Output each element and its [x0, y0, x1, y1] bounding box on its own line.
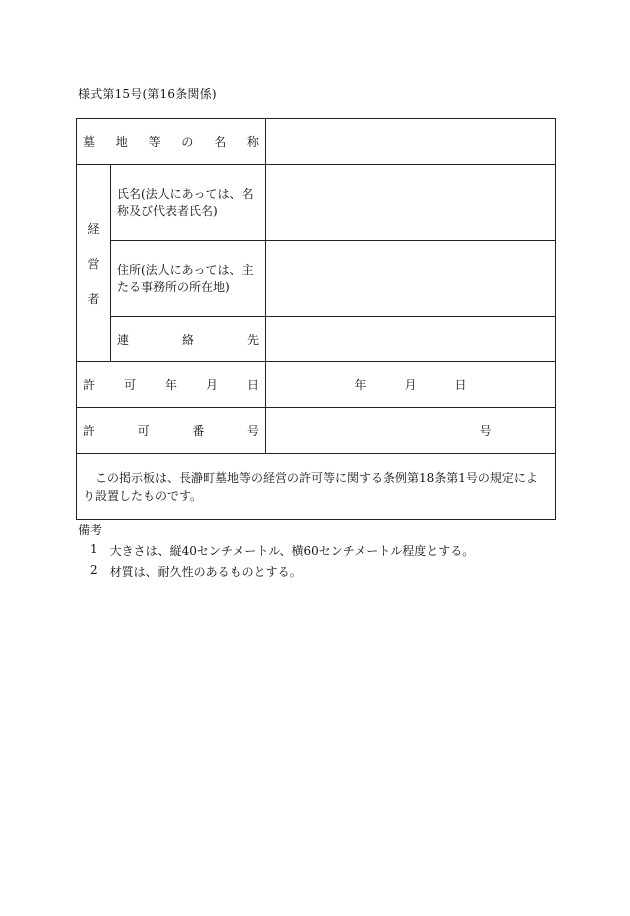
label-char: 号	[246, 424, 259, 438]
operator-group-cell	[77, 165, 111, 362]
permit-date-label	[77, 376, 265, 393]
label-cell	[111, 165, 266, 241]
operator-address-value	[266, 241, 556, 317]
label-char: 許	[83, 378, 96, 392]
row-cemetery-name	[77, 119, 556, 165]
row-operator-name	[77, 165, 556, 241]
cemetery-name-label	[77, 133, 265, 150]
label-char: 先	[246, 332, 259, 347]
contact-value	[266, 317, 556, 362]
permit-number-value	[266, 408, 556, 454]
number-unit: 号	[479, 424, 492, 438]
statement-cell	[77, 454, 556, 520]
cemetery-name-value	[266, 119, 556, 165]
label-char: 可	[137, 424, 150, 438]
label-char: 番	[192, 424, 205, 438]
operator-address-label: 住所(法人にあっては、主たる事務所の所在地)	[117, 262, 254, 294]
label-char: 可	[123, 378, 136, 392]
label-cell	[77, 408, 266, 454]
row-operator-address	[77, 241, 556, 317]
remark-text: 大きさは、縦40センチメートル、横60センチメートル程度とする。	[109, 544, 475, 558]
label-char: 営	[87, 256, 100, 271]
remark-item	[90, 542, 474, 559]
label-char: 年	[164, 378, 177, 392]
label-char: 地	[115, 135, 128, 149]
label-char: 日	[246, 378, 259, 392]
label-char: 等	[148, 135, 161, 149]
label-cell	[77, 119, 266, 165]
remarks-heading: 備考	[78, 523, 103, 537]
label-cell	[111, 241, 266, 317]
label-char: 墓	[83, 135, 96, 149]
permit-date-value	[266, 362, 556, 408]
operator-name-value	[266, 165, 556, 241]
permit-number-label	[77, 422, 265, 439]
signboard-form-table	[76, 118, 556, 520]
operator-name-label: 氏名(法人にあっては、名称及び代表者氏名)	[117, 186, 254, 218]
date-unit: 日	[454, 378, 467, 392]
row-contact	[77, 317, 556, 362]
label-char: の	[181, 135, 194, 149]
statement-text: この掲示板は、長瀞町墓地等の経営の許可等に関する条例第18条第1号の規定により設置したものです。	[83, 470, 538, 503]
row-statement	[77, 454, 556, 520]
label-char: 称	[246, 135, 259, 149]
remark-text: 材質は、耐久性のあるものとする。	[109, 565, 302, 579]
remark-number: 2	[90, 563, 98, 577]
row-permit-number	[77, 408, 556, 454]
remark-item	[90, 563, 302, 580]
label-char: 絡	[181, 332, 194, 347]
label-char: 者	[87, 291, 100, 306]
date-units	[266, 376, 555, 393]
remark-number: 1	[90, 542, 98, 556]
date-unit: 月	[404, 378, 417, 392]
operator-label	[77, 220, 110, 307]
label-cell	[77, 362, 266, 408]
label-char: 名	[214, 135, 227, 149]
label-char: 経	[87, 221, 100, 236]
contact-label	[111, 331, 265, 348]
label-char: 許	[83, 424, 96, 438]
row-permit-date	[77, 362, 556, 408]
label-char: 連	[117, 332, 130, 347]
date-unit: 年	[354, 378, 367, 392]
form-number: 様式第15号(第16条関係)	[78, 87, 217, 101]
label-cell	[111, 317, 266, 362]
label-char: 月	[205, 378, 218, 392]
